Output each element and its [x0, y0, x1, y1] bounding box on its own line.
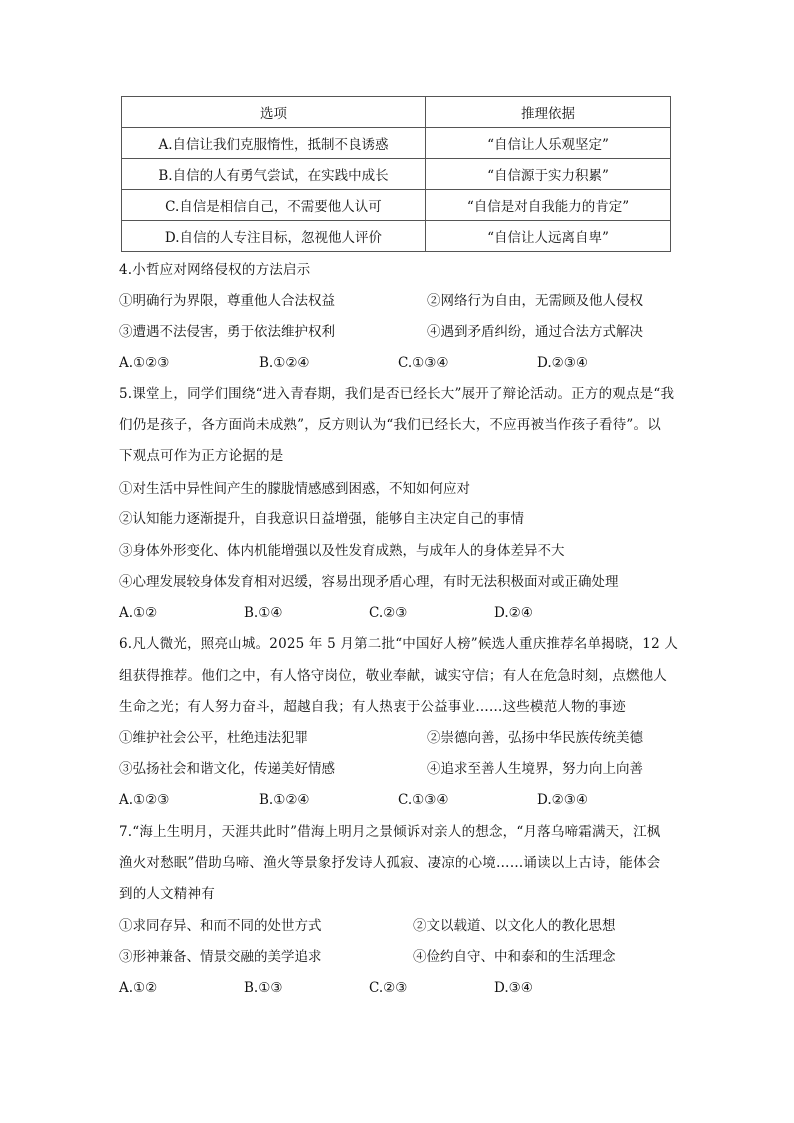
q4-choice-a[interactable]: A.①②③ — [119, 355, 170, 371]
table-header-cell: 推理依据 — [426, 97, 671, 128]
table-header-row — [122, 97, 671, 128]
q5-statement-1: ①对生活中异性间产生的朦胧情感感到困惑，不知如何应对 — [119, 481, 470, 497]
table-cell: A.自信让我们克服惰性，抵制不良诱惑 — [122, 128, 426, 159]
q6-statement-1: ①维护社会公平，杜绝违法犯罪 — [119, 730, 308, 746]
q5-choices — [119, 603, 679, 623]
table-cell: B.自信的人有勇气尝试，在实践中成长 — [122, 159, 426, 190]
q4-statements-row-2 — [119, 322, 679, 342]
table-cell: “自信让人乐观坚定” — [426, 128, 671, 159]
q5-stem-line-2: 们仍是孩子，各方面尚未成熟”，反方则认为“我们已经长大，不应再被当作孩子看待”。以 — [119, 417, 661, 433]
table-cell: “自信让人远离自卑” — [426, 221, 671, 252]
q4-choice-c[interactable]: C.①③④ — [398, 355, 449, 371]
q4-stem: 4.小哲应对网络侵权的方法启示 — [119, 262, 311, 278]
q7-stem-line-2: 渔火对愁眠”借助乌啼、渔火等景象抒发诗人孤寂、凄凉的心境……诵读以上古诗，能体会 — [119, 855, 661, 871]
q7-stem-line-1: 7.“海上生明月，天涯共此时”借海上明月之景倾诉对亲人的想念，“月落乌啼霜满天，江枫 — [119, 824, 661, 840]
q7-statement-1: ①求同存异、和而不同的处世方式 — [119, 918, 322, 934]
q6-statement-2: ②崇德向善，弘扬中华民族传统美德 — [427, 730, 643, 746]
q4-choice-b[interactable]: B.①②④ — [259, 355, 310, 371]
q5-statement-2: ②认知能力逐渐提升，自我意识日益增强，能够自主决定自己的事情 — [119, 511, 524, 527]
q6-statements-row-1 — [119, 728, 679, 748]
q5-stem-line-3: 下观点可作为正方论据的是 — [119, 448, 284, 464]
q6-stem-line-2: 组获得推荐。他们之中，有人恪守岗位，敬业奉献，诚实守信；有人在危急时刻，点燃他人 — [119, 668, 667, 684]
table-row — [122, 190, 671, 221]
table-row — [122, 159, 671, 190]
q5-statement-3: ③身体外形变化、体内机能增强以及性发育成熟，与成年人的身体差异不大 — [119, 543, 565, 559]
table-cell: “自信源于实力积累” — [426, 159, 671, 190]
table-cell: C.自信是相信自己，不需要他人认可 — [122, 190, 426, 221]
q6-choice-c[interactable]: C.①③④ — [398, 792, 449, 808]
table-row — [122, 221, 671, 252]
q4-statement-4: ④遇到矛盾纠纷，通过合法方式解决 — [427, 324, 643, 340]
q6-stem-line-3: 生命之光；有人努力奋斗，超越自我；有人热衷于公益事业……这些模范人物的事迹 — [119, 699, 626, 715]
q4-choices — [119, 353, 679, 373]
q7-choice-b[interactable]: B.①③ — [244, 980, 283, 996]
q6-statements-row-2 — [119, 759, 679, 779]
q5-choice-a[interactable]: A.①② — [119, 605, 158, 621]
q4-statements-row-1 — [119, 291, 679, 311]
q7-choice-d[interactable]: D.③④ — [494, 980, 533, 996]
q4-statement-1: ①明确行为界限，尊重他人合法权益 — [119, 293, 335, 309]
q7-choice-a[interactable]: A.①② — [119, 980, 158, 996]
q7-choices — [119, 978, 679, 998]
table-row — [122, 128, 671, 159]
q6-choice-b[interactable]: B.①②④ — [259, 792, 310, 808]
q7-statement-3: ③形神兼备、情景交融的美学追求 — [119, 949, 322, 965]
q5-choice-d[interactable]: D.②④ — [494, 605, 533, 621]
q4-statement-2: ②网络行为自由，无需顾及他人侵权 — [427, 293, 643, 309]
q7-statement-2: ②文以载道、以文化人的教化思想 — [413, 918, 616, 934]
q5-statement-4: ④心理发展较身体发育相对迟缓，容易出现矛盾心理，有时无法积极面对或正确处理 — [119, 574, 619, 590]
q4-choice-d[interactable]: D.②③④ — [537, 355, 588, 371]
table-header-cell: 选项 — [122, 97, 426, 128]
table-cell: “自信是对自我能力的肯定” — [426, 190, 671, 221]
q7-choice-c[interactable]: C.②③ — [369, 980, 408, 996]
q7-stem-line-3: 到的人文精神有 — [119, 886, 215, 902]
q6-statement-3: ③弘扬社会和谐文化，传递美好情感 — [119, 761, 335, 777]
table-cell: D.自信的人专注目标，忽视他人评价 — [122, 221, 426, 252]
q7-statement-4: ④俭约自守、中和泰和的生活理念 — [413, 949, 616, 965]
q6-statement-4: ④追求至善人生境界，努力向上向善 — [427, 761, 643, 777]
q6-choice-d[interactable]: D.②③④ — [537, 792, 588, 808]
q5-choice-b[interactable]: B.①④ — [244, 605, 283, 621]
q6-choice-a[interactable]: A.①②③ — [119, 792, 170, 808]
q4-statement-3: ③遭遇不法侵害，勇于依法维护权利 — [119, 324, 335, 340]
q7-statements-row-1 — [119, 916, 679, 936]
q5-choice-c[interactable]: C.②③ — [369, 605, 408, 621]
q5-stem-line-1: 5.课堂上，同学们围绕“进入青春期，我们是否已经长大”展开了辩论活动。正方的观点是“我 — [119, 386, 675, 402]
q7-statements-row-2 — [119, 947, 679, 967]
q6-choices — [119, 790, 679, 810]
q6-stem-line-1: 6.凡人微光，照亮山城。2025 年 5 月第二批“中国好人榜”候选人重庆推荐名单揭晓，12 人 — [119, 636, 679, 652]
options-table — [121, 96, 671, 252]
